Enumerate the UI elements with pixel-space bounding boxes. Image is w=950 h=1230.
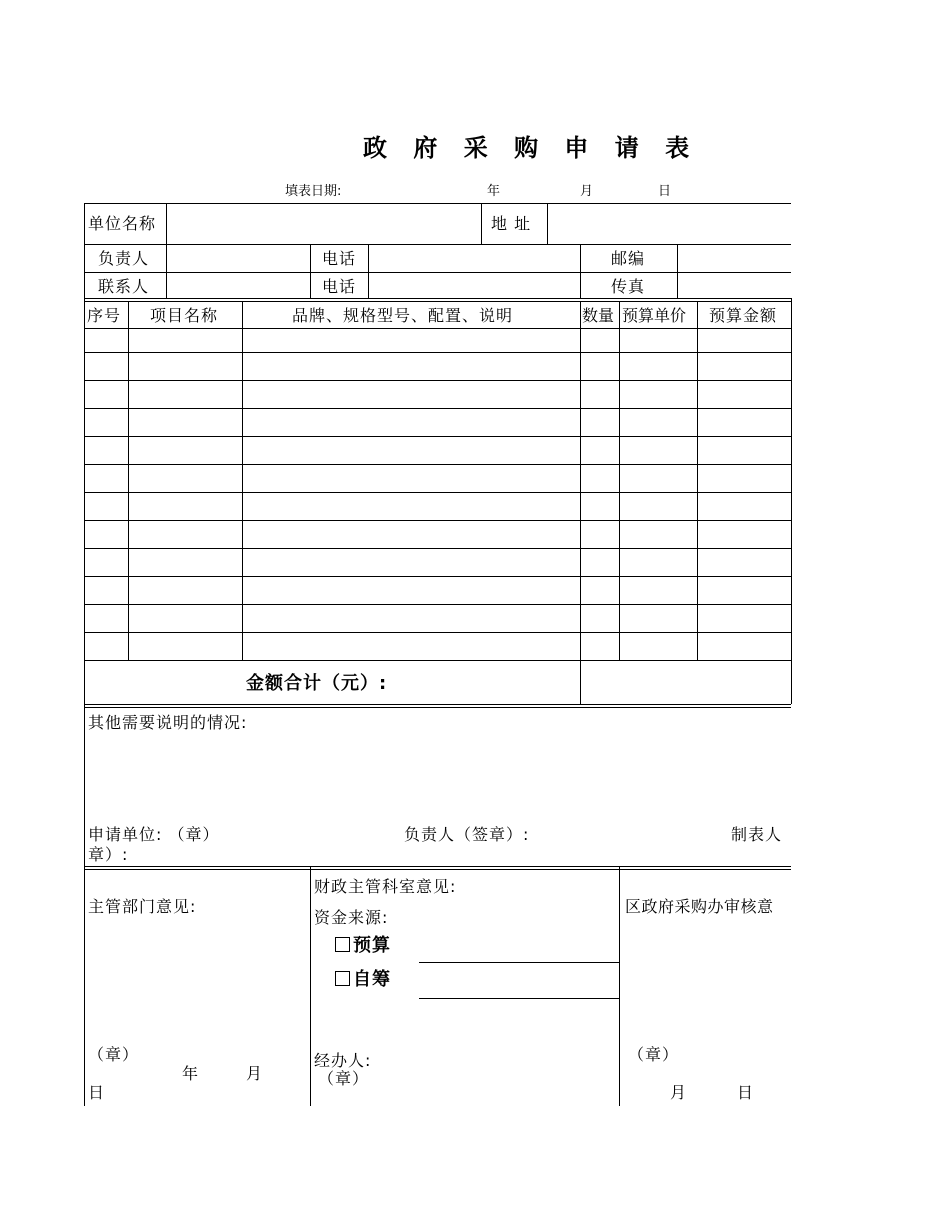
self-raised-underline <box>419 998 619 999</box>
rule <box>580 301 581 704</box>
table-row <box>84 464 791 492</box>
fill-date-label: 填表日期: <box>285 184 342 199</box>
rule <box>242 301 243 660</box>
district-day: 日 <box>737 1083 755 1102</box>
total-label: 金额合计（元）: <box>246 673 388 694</box>
rule <box>128 301 129 660</box>
handler-label: 经办人: <box>314 1051 372 1070</box>
table-row <box>84 548 791 576</box>
rule <box>580 244 581 298</box>
rule <box>166 203 167 298</box>
col-header-spec: 品牌、规格型号、配置、说明 <box>292 306 514 325</box>
col-header-item-name: 项目名称 <box>150 306 219 325</box>
rule <box>84 707 791 708</box>
option-budget[interactable] <box>335 936 391 956</box>
self-raised-checkbox[interactable] <box>335 971 350 986</box>
contact-label: 联系人 <box>98 277 150 296</box>
applicant-label: 申请单位: （章） <box>88 825 220 844</box>
self-raised-label: 自筹 <box>353 969 391 990</box>
budget-checkbox[interactable] <box>335 937 350 952</box>
col-header-unit-price: 预算单价 <box>622 306 687 325</box>
rule <box>619 866 620 1106</box>
fill-date-year: 年 <box>487 184 501 199</box>
col-header-qty: 数量 <box>582 306 615 325</box>
table-row <box>84 408 791 436</box>
phone-label-1: 电话 <box>322 249 357 268</box>
handler-seal: （章） <box>318 1069 370 1088</box>
table-row <box>84 576 791 604</box>
rule <box>697 301 698 660</box>
table-row <box>84 632 791 660</box>
fill-date-day: 日 <box>658 184 672 199</box>
col-header-amount: 预算金额 <box>709 306 778 325</box>
dept-seal: （章） <box>88 1045 140 1064</box>
fax-label: 传真 <box>611 277 646 296</box>
table-row <box>84 380 791 408</box>
rule <box>84 866 791 867</box>
rule <box>84 328 791 329</box>
table-row <box>84 352 791 380</box>
rule <box>368 244 369 298</box>
district-opinion-label: 区政府采购办审核意 <box>625 897 774 916</box>
postcode-label: 邮编 <box>611 249 646 268</box>
rule <box>310 866 311 1106</box>
rule <box>84 301 791 302</box>
maker-label: 制表人 <box>731 825 783 844</box>
responsible-sign-label: 负责人（签章）: <box>404 825 530 844</box>
fund-source-label: 资金来源: <box>314 908 389 927</box>
table-row <box>84 520 791 548</box>
notes-label: 其他需要说明的情况: <box>88 713 248 732</box>
rule <box>619 301 620 660</box>
col-header-seq: 序号 <box>87 306 122 325</box>
dept-month: 月 <box>246 1064 264 1083</box>
finance-opinion-label: 财政主管科室意见: <box>314 877 457 896</box>
maker-label-cont: 章）: <box>88 845 129 864</box>
table-row <box>84 436 791 464</box>
option-self-raised[interactable] <box>335 970 391 990</box>
right-border <box>791 298 792 704</box>
table-row <box>84 604 791 632</box>
rule <box>84 203 791 204</box>
rule <box>84 660 791 661</box>
rule <box>84 272 791 273</box>
rule <box>677 244 678 298</box>
rule <box>310 244 311 298</box>
dept-day: 日 <box>88 1083 106 1102</box>
rule <box>84 244 791 245</box>
responsible-label: 负责人 <box>98 249 150 268</box>
table-row <box>84 492 791 520</box>
dept-opinion-label: 主管部门意见: <box>88 897 197 916</box>
rule <box>84 704 791 705</box>
district-month: 月 <box>670 1083 688 1102</box>
district-seal: （章） <box>628 1045 680 1064</box>
dept-year: 年 <box>182 1064 200 1083</box>
rule <box>481 203 482 244</box>
address-label: 地 址 <box>491 214 532 233</box>
unit-name-label: 单位名称 <box>88 214 157 233</box>
page-title: 政 府 采 购 申 请 表 <box>363 133 699 162</box>
budget-label: 预算 <box>353 935 391 956</box>
phone-label-2: 电话 <box>322 277 357 296</box>
budget-underline <box>419 962 619 963</box>
rule <box>547 203 548 244</box>
fill-date-month: 月 <box>580 184 594 199</box>
rule <box>84 298 791 299</box>
rule <box>84 869 791 870</box>
